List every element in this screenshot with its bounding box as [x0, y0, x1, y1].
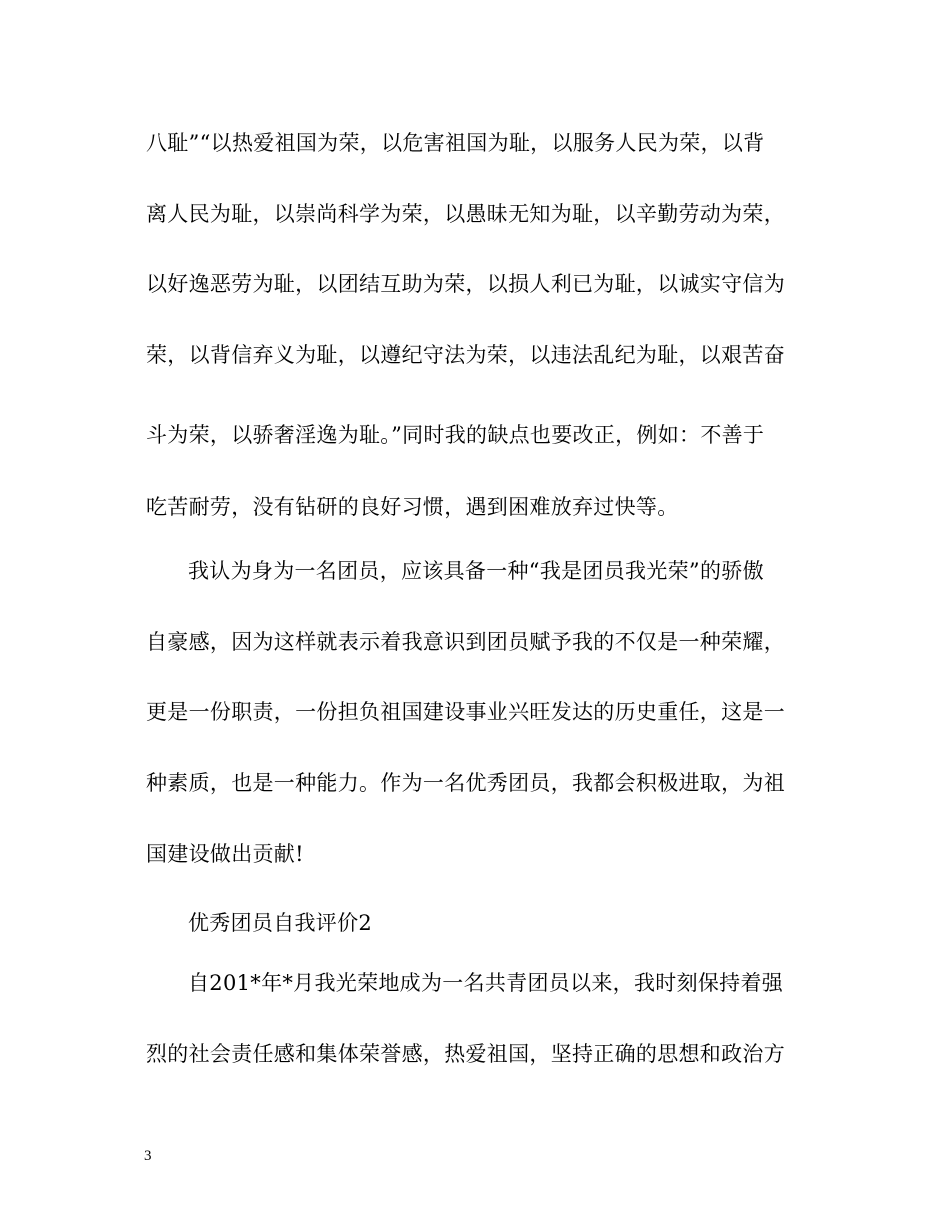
paragraph-2-line-1: 我认为身为一名团员，应该具备一种“我是团员我光荣”的骄傲 [188, 559, 764, 583]
paragraph-3-line-2: 烈的社会责任感和集体荣誉感，热爱祖国，坚持正确的思想和政治方 [146, 1042, 785, 1066]
paragraph-2-line-3: 更是一份职责，一份担负祖国建设事业兴旺发达的历史重任，这是一 [146, 700, 785, 724]
paragraph-1-line-6: 吃苦耐劳，没有钻研的良好习惯，遇到困难放弃过快等。 [146, 495, 679, 519]
paragraph-3-line-1: 自201*年*月我光荣地成为一名共青团员以来，我时刻保持着强 [188, 971, 784, 995]
page-number: 3 [144, 1148, 152, 1164]
section-heading: 优秀团员自我评价2 [188, 911, 373, 935]
paragraph-1-line-2: 离人民为耻，以崇尚科学为荣，以愚昧无知为耻，以辛勤劳动为荣， [146, 202, 785, 226]
paragraph-1-line-5: 斗为荣，以骄奢淫逸为耻。”同时我的缺点也要改正，例如：不善于 [146, 423, 765, 447]
paragraph-1-line-3: 以好逸恶劳为耻，以团结互助为荣，以损人利已为耻，以诚实守信为 [146, 272, 785, 296]
paragraph-2-line-5: 国建设做出贡献! [146, 842, 304, 866]
paragraph-1-line-1: 八耻”“以热爱祖国为荣，以危害祖国为耻，以服务人民为荣，以背 [146, 131, 765, 155]
paragraph-2-line-2: 自豪感，因为这样就表示着我意识到团员赋予我的不仅是一种荣耀， [146, 630, 785, 654]
paragraph-2-line-4: 种素质，也是一种能力。作为一名优秀团员，我都会积极进取，为祖 [146, 771, 785, 795]
paragraph-1-line-4: 荣，以背信弃义为耻，以遵纪守法为荣，以违法乱纪为耻，以艰苦奋 [146, 343, 785, 367]
